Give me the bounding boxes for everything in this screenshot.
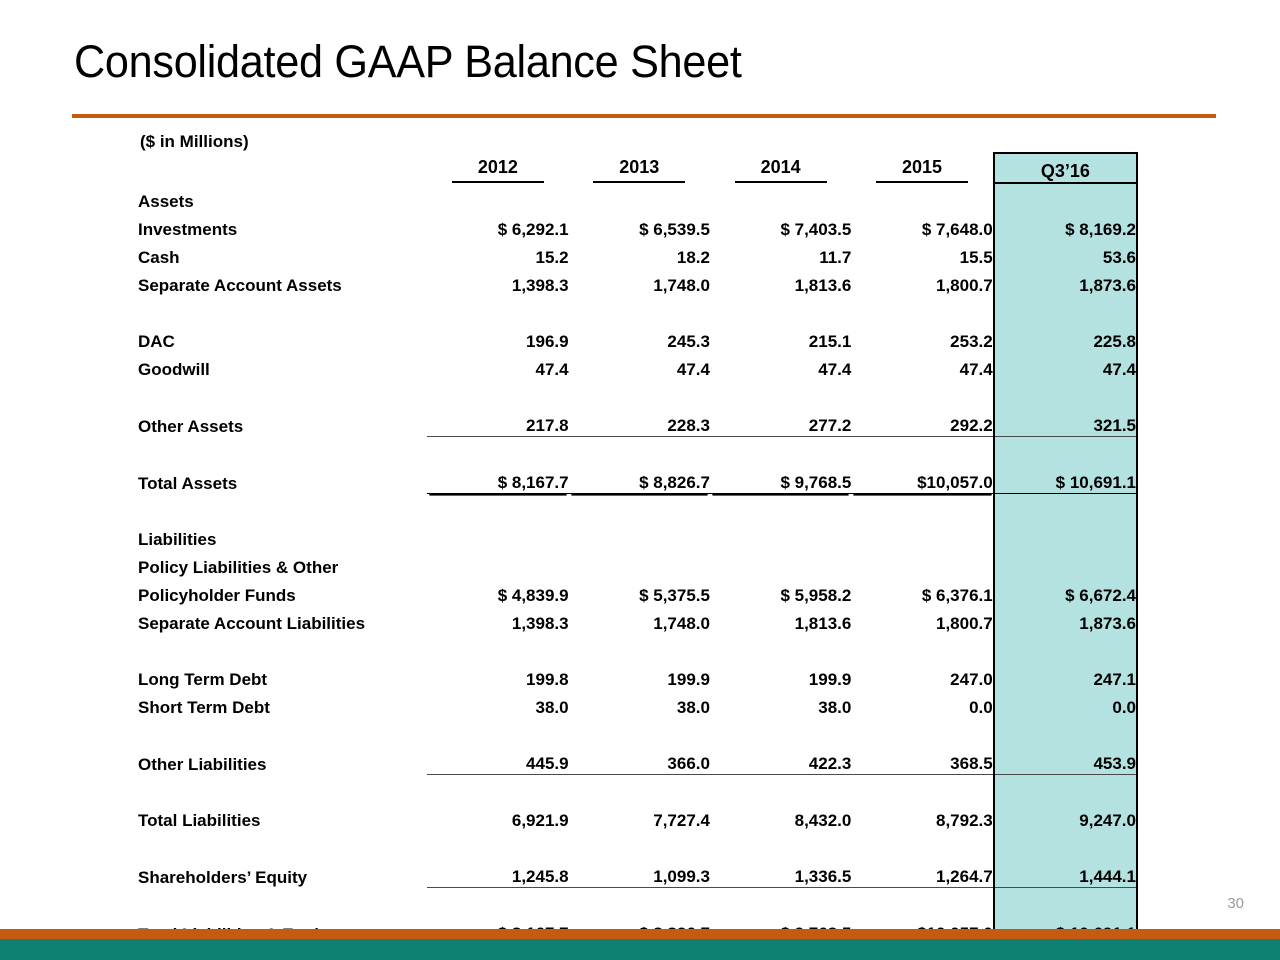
cell-goodwill-q316: 47.4 [994,352,1137,380]
cell-dac-2013: 245.3 [667,332,710,351]
header-label-cell [138,153,427,183]
row-label-long-term-debt: Long Term Debt [138,670,268,689]
cell-shareholders-equity-2012: 1,245.8 [427,859,568,888]
table-header-row [138,153,1137,183]
cell-separate-account-assets-2012: 1,398.3 [511,276,569,295]
spacer-row [138,437,1137,466]
row-label-goodwill: Goodwill [138,360,210,379]
cell-total-liabilities-2012: 6,921.9 [511,811,569,830]
row-label-assets-header: Assets [138,192,194,211]
cell-shareholders-equity-2013: 1,099.3 [569,859,710,888]
cell-total-assets-q316: $ 10,691.1 [994,465,1137,494]
page-title: Consolidated GAAP Balance Sheet [74,36,742,87]
table-row [138,324,1137,352]
cell-dac-2015: 253.2 [950,332,993,351]
cell-other-liabilities-2013: 366.0 [569,746,710,775]
cell-short-term-debt-q316: 0.0 [994,690,1137,718]
row-label-shareholders-equity: Shareholders’ Equity [138,867,308,887]
table-row [138,859,1137,888]
table-row [138,352,1137,380]
column-header-2014-label: 2014 [735,157,827,183]
spacer-row [138,888,1137,917]
cell-goodwill-2013: 47.4 [676,360,710,379]
column-header-q316: Q3’16 [994,153,1137,183]
cell-other-liabilities-2012: 445.9 [427,746,568,775]
table-row [138,803,1137,831]
row-label-policy-liabilities-other: Policy Liabilities & Other [138,558,339,577]
cell-cash-2013: 18.2 [676,248,710,267]
table-row [138,606,1137,634]
cell-other-assets-q316: 321.5 [994,408,1137,437]
cell-goodwill-2014: 47.4 [818,360,852,379]
table-row [138,550,1137,578]
table-row [138,465,1137,494]
spacer-row [138,718,1137,746]
cell-total-liabilities-q316: 9,247.0 [994,803,1137,831]
cell-separate-account-liabilities-2012: 1,398.3 [511,614,569,633]
cell-separate-account-assets-2014: 1,813.6 [794,276,852,295]
spacer-row [138,775,1137,804]
row-label-cash: Cash [138,248,180,267]
column-header-2012-label: 2012 [452,157,544,183]
cell-other-liabilities-2014: 422.3 [710,746,851,775]
cell-total-liabilities-2014: 8,432.0 [794,811,852,830]
cell-other-assets-2015: 292.2 [851,408,993,437]
spacer-row [138,296,1137,324]
cell-policyholder-funds-2013: $ 5,375.5 [639,586,710,605]
cell-other-liabilities-2015: 368.5 [851,746,993,775]
row-label-investments: Investments [138,220,238,239]
cell-policyholder-funds-2012: $ 4,839.9 [497,586,569,605]
cell-cash-2012: 15.2 [535,248,569,267]
cell-policyholder-funds-2014: $ 5,958.2 [780,586,852,605]
cell-total-assets-2012: $ 8,167.7 [427,465,568,494]
table-row [138,212,1137,240]
cell-investments-2015: $ 7,648.0 [921,220,993,239]
table-row [138,268,1137,296]
cell-other-liabilities-q316: 453.9 [994,746,1137,775]
cell-cash-2015: 15.5 [959,248,993,267]
cell-other-assets-2013: 228.3 [569,408,710,437]
cell-policyholder-funds-q316: $ 6,672.4 [994,578,1137,606]
cell-shareholders-equity-2014: 1,336.5 [710,859,851,888]
cell-total-liabilities-2015: 8,792.3 [935,811,993,830]
cell-total-assets-2014: $ 9,768.5 [710,465,851,494]
spacer-row [138,634,1137,662]
column-header-2015 [851,153,993,183]
cell-goodwill-2015: 47.4 [959,360,993,379]
cell-short-term-debt-2013: 38.0 [676,698,710,717]
cell-long-term-debt-2012: 199.8 [526,670,569,689]
balance-sheet-table [138,152,1138,945]
cell-total-liabilities-2013: 7,727.4 [653,811,710,830]
column-header-2013-label: 2013 [593,157,685,183]
cell-cash-2014: 11.7 [819,248,852,267]
cell-short-term-debt-2015: 0.0 [969,698,993,717]
row-label-separate-account-assets: Separate Account Assets [138,276,342,295]
row-label-policyholder-funds: Policyholder Funds [138,586,296,605]
cell-separate-account-liabilities-2013: 1,748.0 [653,614,710,633]
cell-long-term-debt-2013: 199.9 [667,670,710,689]
cell-separate-account-liabilities-q316: 1,873.6 [994,606,1137,634]
table-row [138,578,1137,606]
spacer-row [138,831,1137,859]
column-header-2015-label: 2015 [876,157,968,183]
table-row [138,240,1137,268]
row-label-short-term-debt: Short Term Debt [138,698,270,717]
column-header-2013 [569,153,710,183]
cell-investments-2012: $ 6,292.1 [497,220,569,239]
cell-short-term-debt-2012: 38.0 [535,698,569,717]
row-label-separate-account-liabilities: Separate Account Liabilities [138,614,366,633]
table-row [138,690,1137,718]
cell-long-term-debt-2014: 199.9 [808,670,852,689]
row-label-other-liabilities: Other Liabilities [138,754,267,774]
cell-total-assets-2013: $ 8,826.7 [569,465,710,494]
cell-separate-account-assets-2015: 1,800.7 [935,276,993,295]
cell-dac-2012: 196.9 [526,332,569,351]
cell-investments-2013: $ 6,539.5 [639,220,710,239]
title-divider-rule [72,114,1216,118]
units-caption: ($ in Millions) [140,132,249,151]
cell-goodwill-2012: 47.4 [535,360,569,379]
table-row [138,408,1137,437]
table-row [138,746,1137,775]
row-label-other-assets: Other Assets [138,416,244,436]
cell-investments-q316: $ 8,169.2 [994,212,1137,240]
cell-separate-account-liabilities-2014: 1,813.6 [794,614,852,633]
spacer-row [138,494,1137,523]
cell-separate-account-liabilities-2015: 1,800.7 [935,614,993,633]
table-row [138,183,1137,212]
page-number: 30 [1227,895,1244,912]
cell-separate-account-assets-q316: 1,873.6 [994,268,1137,296]
row-label-total-liabilities: Total Liabilities [138,811,261,830]
column-header-2014 [710,153,851,183]
cell-cash-q316: 53.6 [994,240,1137,268]
cell-investments-2014: $ 7,403.5 [780,220,852,239]
table-row [138,662,1137,690]
cell-long-term-debt-2015: 247.0 [950,670,993,689]
row-label-dac: DAC [138,332,175,351]
spacer-row [138,380,1137,408]
column-header-2012 [427,153,568,183]
cell-policyholder-funds-2015: $ 6,376.1 [921,586,993,605]
cell-total-assets-2015: $10,057.0 [851,465,993,494]
table-row [138,522,1137,550]
cell-dac-q316: 225.8 [994,324,1137,352]
cell-other-assets-2014: 277.2 [710,408,851,437]
cell-short-term-debt-2014: 38.0 [818,698,852,717]
cell-dac-2014: 215.1 [808,332,852,351]
cell-shareholders-equity-2015: 1,264.7 [851,859,993,888]
row-label-total-assets: Total Assets [138,473,238,493]
row-label-liabilities-header: Liabilities [138,530,217,549]
footer-bar-teal [0,939,1280,960]
cell-other-assets-2012: 217.8 [427,408,568,437]
cell-shareholders-equity-q316: 1,444.1 [994,859,1137,888]
footer-bar-orange [0,929,1280,939]
cell-long-term-debt-q316: 247.1 [994,662,1137,690]
cell-separate-account-assets-2013: 1,748.0 [653,276,710,295]
